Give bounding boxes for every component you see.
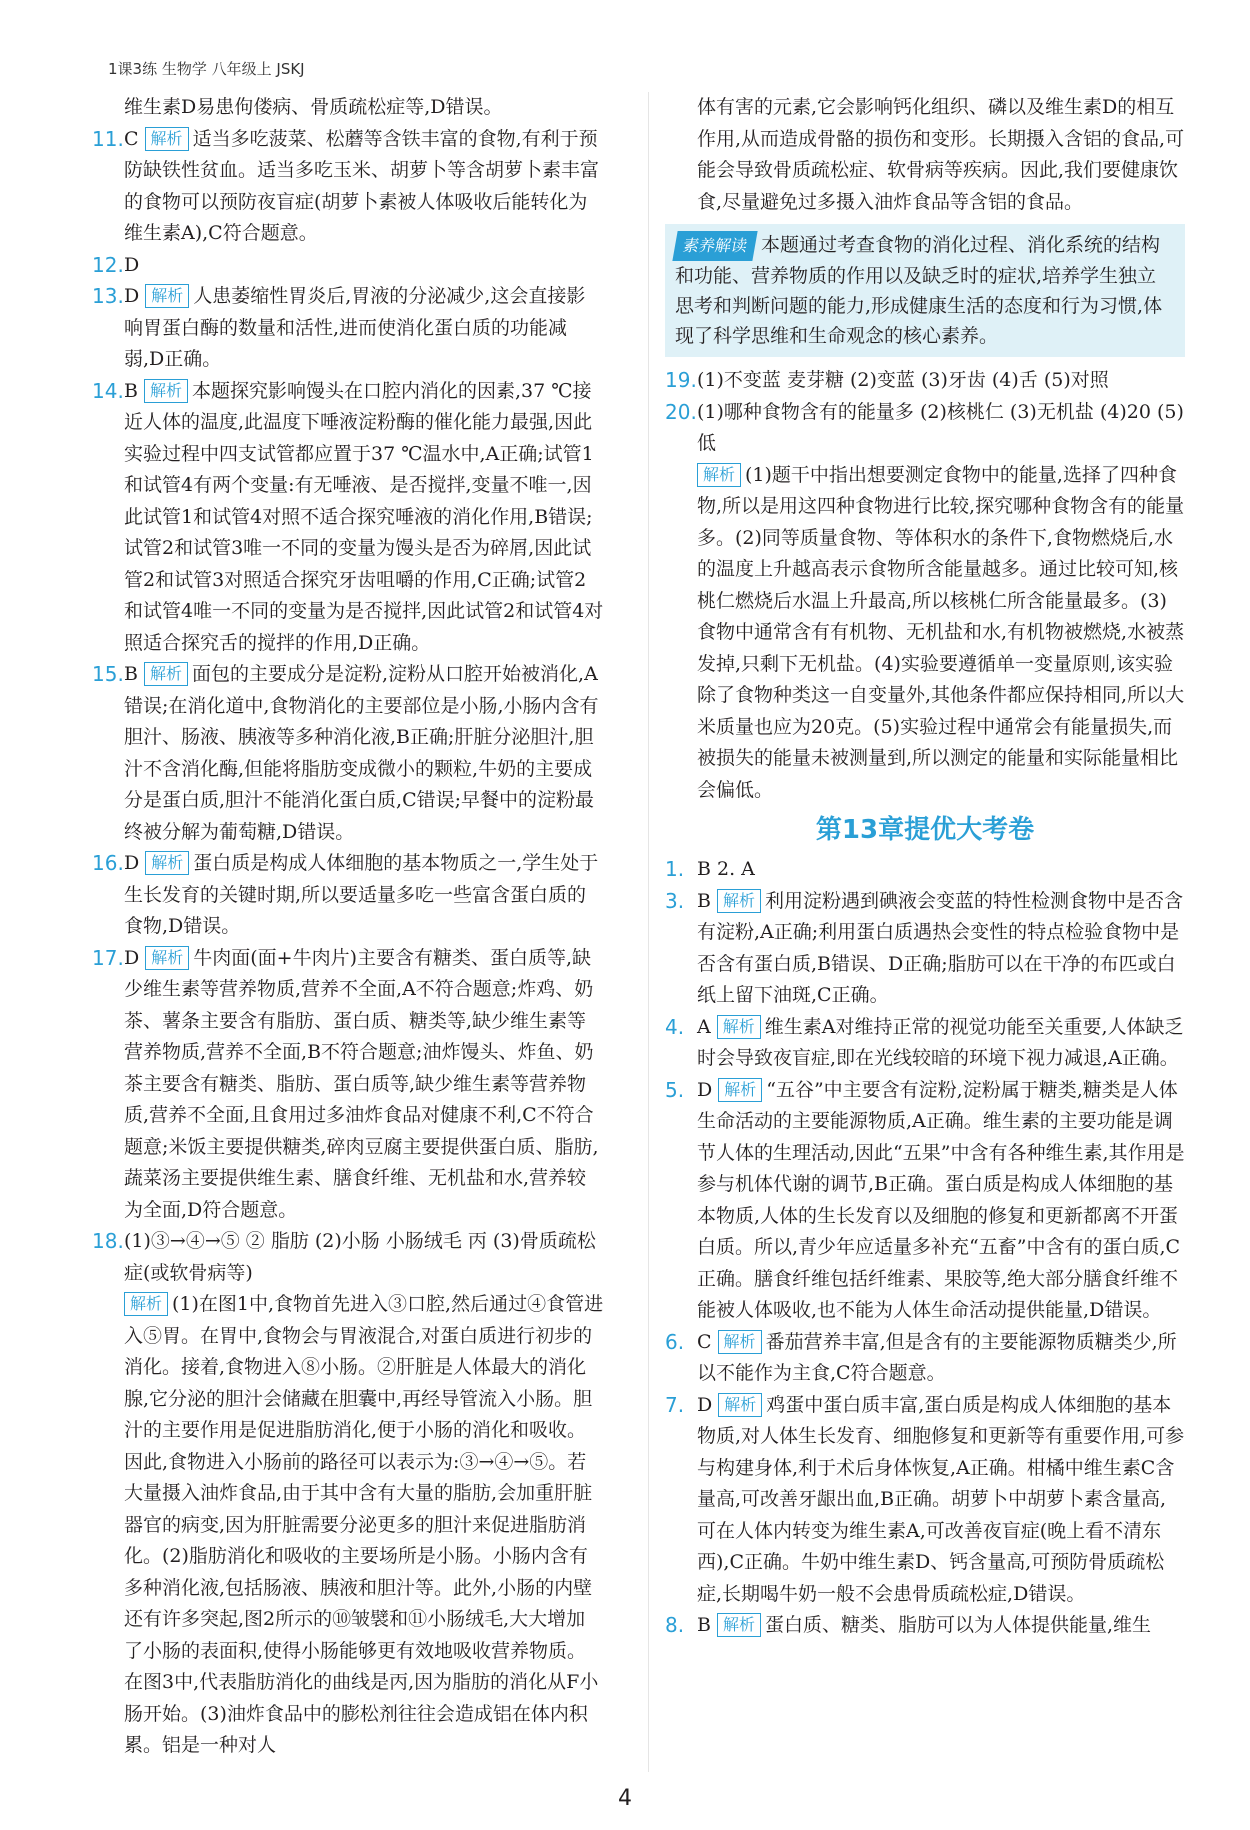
question-number: 19. (665, 368, 697, 392)
question-number: 8. (665, 1613, 685, 1637)
answer-choice: B (697, 1614, 711, 1636)
analysis-tag: 解析 (718, 1078, 762, 1102)
answer-choice: A (697, 1015, 711, 1038)
literacy-box (665, 224, 1185, 357)
answer-text: (1)不变蓝 麦芽糖 (2)变蓝 (3)牙齿 (4)舌 (5)对照 (697, 369, 1109, 391)
question-number: 18. (92, 1229, 124, 1253)
question-number: 5. (665, 1077, 685, 1102)
analysis-tag: 解析 (145, 851, 189, 875)
running-header: 1课3练 生物学 八年级上 JSKJ (108, 60, 305, 78)
analysis-tag: 解析 (144, 662, 188, 686)
answer-text: (1)③→④→⑤ ② 脂肪 (2)小肠 小肠绒毛 丙 (3)骨质疏松症(或软骨病等) (124, 1230, 596, 1284)
answer-item (92, 281, 604, 376)
answer-choice: D (697, 1078, 713, 1101)
column-divider (648, 92, 649, 1772)
answer-text: (1)哪种食物含有的能量多 (2)核桃仁 (3)无机盐 (4)20 (5)低 (697, 400, 1184, 454)
answer-text: 番茄营养丰富,但是含有的主要能源物质糖类少,所以不能作为主食,C符合题意。 (697, 1330, 1177, 1384)
answer-text: 维生素D易患佝偻病、骨质疏松症等,D错误。 (124, 96, 503, 118)
analysis-tag: 解析 (124, 1292, 168, 1316)
answer-text: 本题探究影响馒头在口腔内消化的因素,37 ℃接近人体的温度,此温度下唾液淀粉酶的催化能力最强,因此实验过程中四支试管都应置于37 ℃温水中,A正确;试管1和试管4有两个变量:有无唾液、是否搅拌,变量不唯一,因此试管1和试管4对照不适合探究唾液的消化作用,B错误;试管2和试管3唯一不同的变量为馒头是否为碎屑,因此试管2和试管3对照适合探究牙齿咀嚼的作用,C正确;试管2和试管4唯一不同的变量为是否搅拌,因此试管2和试管4对照适合探究舌的搅拌的作用,D正确。 (124, 379, 604, 654)
literacy-label: 素养解读 (672, 231, 757, 261)
answer-choice: D (124, 852, 140, 874)
question-number: 4. (665, 1014, 685, 1039)
answer-choice: B (124, 663, 138, 685)
question-number: 7. (665, 1392, 685, 1417)
answer-item (92, 250, 604, 282)
answer-text: 面包的主要成分是淀粉,淀粉从口腔开始被消化,A错误;在消化道中,食物消化的主要部位是小肠,小肠内含有胆汁、肠液、胰液等多种消化液,B正确;肝脏分泌胆汁,胆汁不含消化酶,但能将脂肪变成微小的颗粒,牛奶的主要成分是蛋白质,胆汁不能消化蛋白质,C错误;早餐中的淀粉最终被分解为葡萄糖,D错误。 (124, 663, 599, 843)
question-number: 16. (92, 851, 124, 875)
answer-text: 人患萎缩性胃炎后,胃液的分泌减少,这会直接影响胃蛋白酶的数量和活性,进而使消化蛋白质的功能减弱,D正确。 (124, 285, 586, 370)
answer-choice: B (124, 379, 138, 402)
answer-text: 适当多吃菠菜、松蘑等含铁丰富的食物,有利于预防缺铁性贫血。适当多吃玉米、胡萝卜等含胡萝卜素丰富的食物可以预防夜盲症(胡萝卜素被人体吸收后能转化为维生素A),C符合题意。 (124, 127, 600, 244)
literacy-text: 本题通过考查食物的消化过程、消化系统的结构和功能、营养物质的作用以及缺乏时的症状,培养学生独立思考和判断问题的能力,形成健康生活的态度和行为习惯,体现了科学思维和生命观念的核心素养。 (675, 234, 1163, 347)
answer-text: 蛋白质、糖类、脂肪可以为人体提供能量,维生 (764, 1614, 1152, 1636)
question-number: 20. (665, 399, 697, 424)
answer-item (665, 1327, 1185, 1390)
answer-text: 鸡蛋中蛋白质丰富,蛋白质是构成人体细胞的基本物质,对人体生长发育、细胞修复和更新等有重要作用,可参与构建身体,利于术后身体恢复,A正确。柑橘中维生素C含量高,可改善牙龈出血,B正确。胡萝卜中胡萝卜素含量高,可在人体内转变为维生素A,可改善夜盲症(晚上看不清东西),C正确。牛奶中维生素D、钙含量高,可预防骨质疏松症,长期喝牛奶一般不会患骨质疏松症,D错误。 (697, 1393, 1185, 1605)
answer-choice: B 2. A (697, 858, 755, 880)
answer-item (665, 397, 1185, 460)
question-number: 14. (92, 378, 124, 403)
answer-item (92, 659, 604, 848)
analysis-tag: 解析 (718, 1393, 762, 1417)
answer-text: 利用淀粉遇到碘液会变蓝的特性检测食物中是否含有淀粉,A正确;利用蛋白质遇热会变性的特点检验食物中是否含有蛋白质,B错误、D正确;脂肪可以在干净的布匹或白纸上留下油斑,C正确。 (697, 889, 1183, 1006)
answer-item (665, 1610, 1185, 1642)
answer-text: 蛋白质是构成人体细胞的基本物质之一,学生处于生长发育的关键时期,所以要适量多吃一些富含蛋白质的食物,D错误。 (124, 852, 599, 937)
answer-item (92, 1226, 604, 1289)
analysis-tag: 解析 (718, 1330, 762, 1354)
analysis-tag: 解析 (717, 889, 761, 913)
answer-item (665, 1075, 1185, 1327)
answer-item (665, 886, 1185, 1012)
analysis-tag: 解析 (144, 379, 188, 403)
left-column (92, 92, 604, 1762)
answer-choice: C (124, 127, 139, 150)
answer-choice: C (697, 1330, 712, 1353)
question-number: 3. (665, 888, 685, 913)
answer-item (92, 943, 604, 1227)
analysis-tag: 解析 (717, 1613, 761, 1637)
answer-item (92, 1289, 604, 1762)
answer-choice: B (697, 889, 711, 912)
question-number: 13. (92, 284, 124, 308)
answer-item (92, 848, 604, 943)
answer-item (665, 854, 1185, 886)
question-number: 15. (92, 662, 124, 686)
answer-text: 牛肉面(面+牛肉片)主要含有糖类、蛋白质等,缺少维生素等营养物质,营养不全面,A不符合题意;炸鸡、奶茶、薯条主要含有脂肪、蛋白质、糖类等,缺少维生素等营养物质,营养不全面,B不符合题意;油炸馒头、炸鱼、奶茶主要含有糖类、脂肪、蛋白质等,缺少维生素等营养物质,营养不全面,且食用过多油炸食品对健康不利,C不符合题意;米饭主要提供糖类,碎肉豆腐主要提供蛋白质、脂肪,蔬菜汤主要提供维生素、膳食纤维、无机盐和水,营养较为全面,D符合题意。 (124, 946, 599, 1221)
right-column (665, 92, 1185, 1642)
section-title: 第13章提优大考卷 (815, 815, 1035, 845)
answer-item (92, 92, 604, 124)
answer-item (665, 1390, 1185, 1611)
answer-item (665, 1012, 1185, 1075)
answer-item (92, 124, 604, 250)
question-number: 6. (665, 1329, 685, 1354)
question-number: 12. (92, 252, 124, 277)
answer-choice: D (124, 285, 140, 307)
answer-item (665, 365, 1185, 397)
answer-item (665, 92, 1185, 218)
analysis-tag: 解析 (697, 463, 741, 487)
answer-text: (1)在图1中,食物首先进入③口腔,然后通过④食管进入⑤胃。在胃中,食物会与胃液混合,对蛋白质进行初步的消化。接着,食物进入⑧小肠。②肝脏是人体最大的消化腺,它分泌的胆汁会储藏在胆囊中,再经导管流入小肠。胆汁的主要作用是促进脂肪消化,便于小肠的消化和吸收。因此,食物进入小肠前的路径可以表示为:③→④→⑤。若大量摄入油炸食品,由于其中含有大量的脂肪,会加重肝脏器官的病变,因为肝脏需要分泌更多的胆汁来促进脂肪消化。(2)脂肪消化和吸收的主要场所是小肠。小肠内含有多种消化液,包括肠液、胰液和胆汁等。此外,小肠的内壁还有许多突起,图2所示的⑩皱襞和⑪小肠绒毛,大大增加了小肠的表面积,使得小肠能够更有效地吸收营养物质。在图3中,代表脂肪消化的曲线是丙,因为脂肪的消化从F小肠开始。(3)油炸食品中的膨松剂往往会造成铝在体内积累。铝是一种对人 (124, 1293, 604, 1756)
answer-item (665, 460, 1185, 807)
analysis-tag: 解析 (717, 1015, 761, 1039)
answer-choice: D (697, 1393, 713, 1416)
answer-text: 维生素A对维持正常的视觉功能至关重要,人体缺乏时会导致夜盲症,即在光线较暗的环境下视力减退,A正确。 (697, 1015, 1184, 1069)
analysis-tag: 解析 (145, 284, 189, 308)
question-number: 11. (92, 126, 124, 151)
analysis-tag: 解析 (145, 946, 189, 970)
question-number: 1. (665, 857, 685, 881)
answer-text: (1)题干中指出想要测定食物中的能量,选择了四种食物,所以是用这四种食物进行比较,探究哪种食物含有的能量多。(2)同等质量食物、等体积水的条件下,食物燃烧后,水的温度上升越高表示食物所含能量越多。通过比较可知,核桃仁燃烧后水温上升最高,所以核桃仁所含能量最多。(3)食物中通常含有有机物、无机盐和水,有机物被燃烧,水被蒸发掉,只剩下无机盐。(4)实验要遵循单一变量原则,该实验除了食物种类这一自变量外,其他条件都应保持相同,所以大米质量也应为20克。(5)实验过程中通常会有能量损失,而被损失的能量未被测量到,所以测定的能量和实际能量相比会偏低。 (697, 463, 1185, 801)
answer-text: “五谷”中主要含有淀粉,淀粉属于糖类,糖类是人体生命活动的主要能源物质,A正确。维生素的主要功能是调节人体的生理活动,因此“五果”中含有各种维生素,其作用是参与机体代谢的调节,B正确。蛋白质是构成人体细胞的基本物质,人体的生长发育以及细胞的修复和更新都离不开蛋白质。所以,青少年应适量多补充“五畜”中含有的蛋白质,C正确。膳食纤维包括纤维素、果胶等,绝大部分膳食纤维不能被人体吸收,也不能为人体生命活动提供能量,D错误。 (697, 1078, 1185, 1321)
answer-choice: D (124, 946, 140, 969)
answer-item (92, 376, 604, 660)
page-number: 4 (618, 1786, 632, 1811)
answer-choice: D (124, 253, 140, 276)
question-number: 17. (92, 945, 124, 970)
answer-text: 体有害的元素,它会影响钙化组织、磷以及维生素D的相互作用,从而造成骨骼的损伤和变形。长期摄入含铝的食品,可能会导致骨质疏松症、软骨病等疾病。因此,我们要健康饮食,尽量避免过多摄入油炸食品等含铝的食品。 (697, 96, 1185, 213)
analysis-tag: 解析 (145, 127, 189, 151)
